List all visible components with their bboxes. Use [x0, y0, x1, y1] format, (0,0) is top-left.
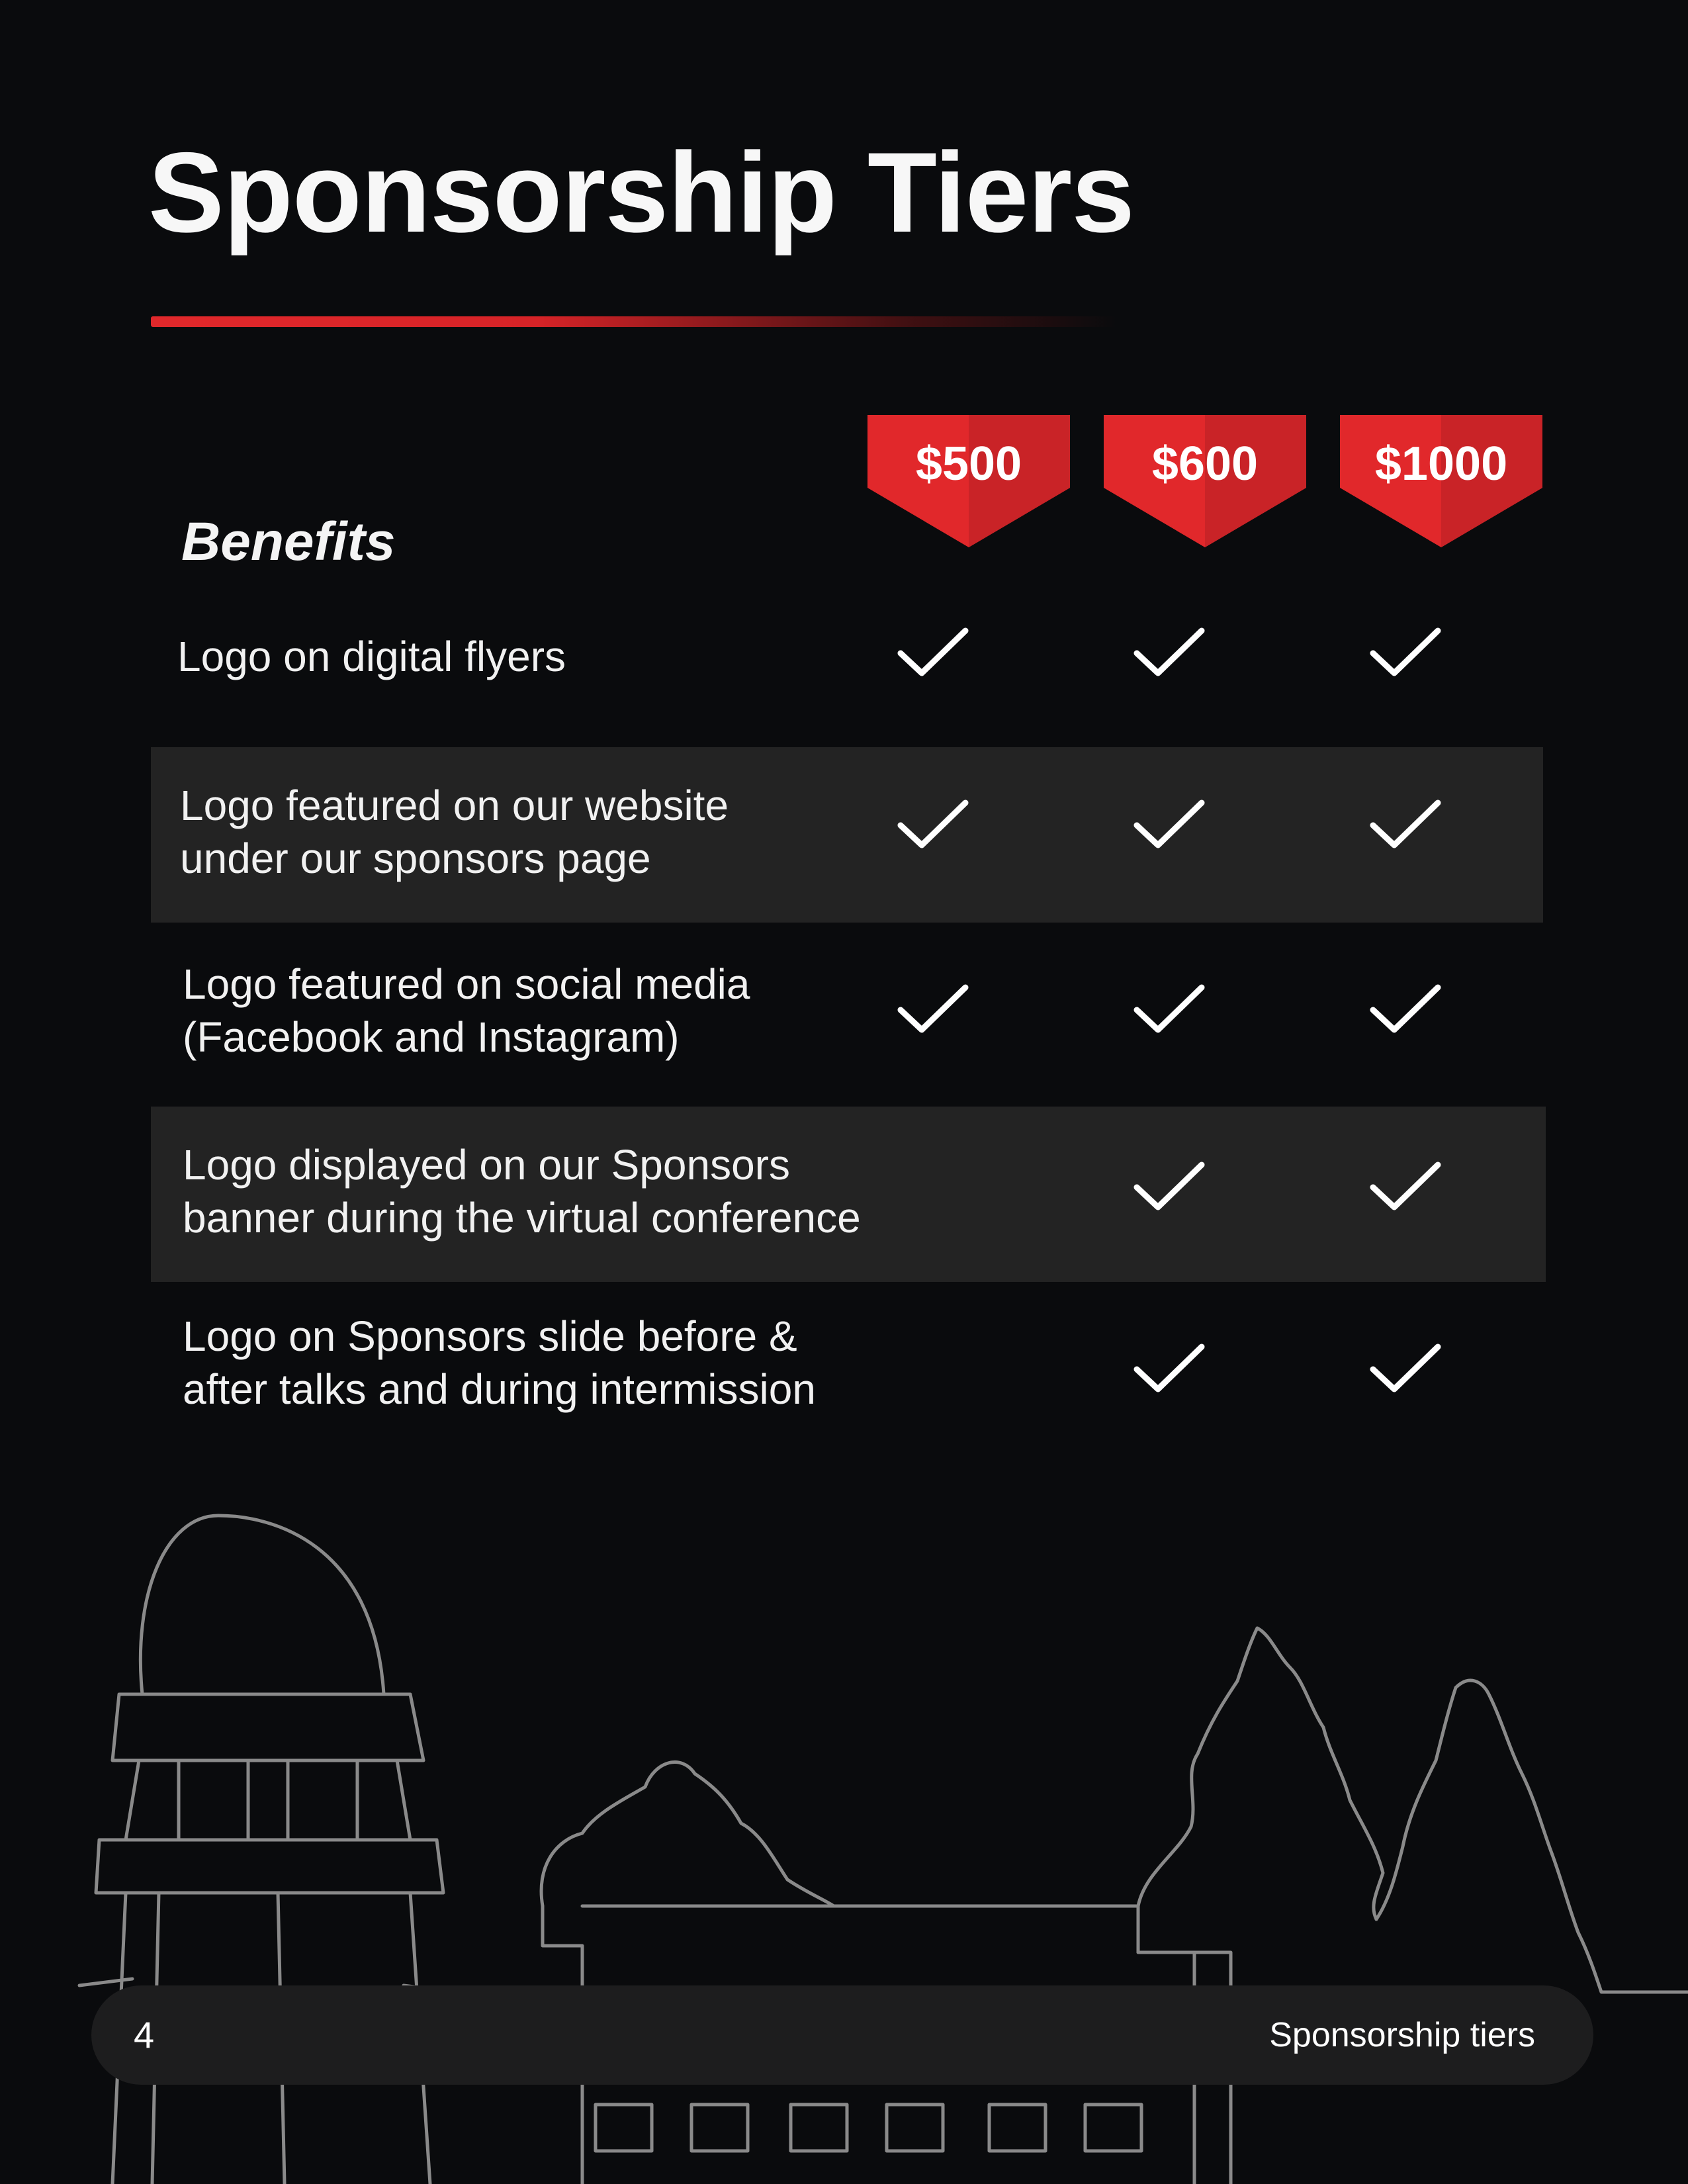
- benefit-line: Logo on Sponsors slide before &: [183, 1312, 797, 1360]
- tier-badge-1000: [1340, 415, 1542, 547]
- benefit-row-1: [151, 596, 1543, 748]
- check-icon: [1369, 625, 1442, 678]
- page-number: 4: [134, 2014, 155, 2056]
- benefit-line: Logo featured on social media: [183, 960, 750, 1008]
- benefit-row-2: [151, 747, 1543, 923]
- benefit-text: [180, 779, 729, 885]
- benefit-row-5: [151, 1282, 1543, 1441]
- check-icon: [1133, 797, 1206, 850]
- benefit-line: banner during the virtual conference: [183, 1194, 861, 1242]
- benefit-line: Logo featured on our website: [180, 782, 729, 829]
- benefit-text: [177, 630, 566, 683]
- benefit-row-3: [151, 923, 1543, 1107]
- check-icon: [1369, 982, 1442, 1035]
- benefit-line: Logo displayed on our Sponsors: [183, 1141, 790, 1189]
- check-icon: [897, 625, 969, 678]
- benefit-text: [183, 958, 750, 1064]
- check-icon: [1369, 1342, 1442, 1394]
- tier-price: $1000: [1374, 437, 1508, 490]
- benefit-line: (Facebook and Instagram): [183, 1013, 680, 1061]
- benefit-row-4: [151, 1107, 1546, 1282]
- tier-badge-600: [1104, 415, 1306, 547]
- benefit-text: [183, 1310, 816, 1416]
- tier-price: $500: [915, 437, 1022, 490]
- benefit-text: [183, 1138, 861, 1244]
- check-icon: [1133, 625, 1206, 678]
- footer-section-title: Sponsorship tiers: [1269, 2016, 1535, 2054]
- benefit-line: after talks and during intermission: [183, 1365, 816, 1413]
- page-footer: [91, 1985, 1593, 2085]
- check-icon: [897, 982, 969, 1035]
- tier-price: $600: [1151, 437, 1259, 490]
- check-icon: [1369, 797, 1442, 850]
- tier-badge-500: [867, 415, 1070, 547]
- benefit-line: Logo on digital flyers: [177, 633, 566, 680]
- page-title: Sponsorship Tiers: [148, 129, 1134, 256]
- check-icon: [1133, 982, 1206, 1035]
- check-icon: [1369, 1160, 1442, 1212]
- check-icon: [1133, 1342, 1206, 1394]
- title-underline: [151, 316, 1117, 327]
- check-icon: [897, 797, 969, 850]
- benefit-line: under our sponsors page: [180, 835, 651, 882]
- check-icon: [1133, 1160, 1206, 1212]
- benefits-heading: Benefits: [181, 512, 396, 572]
